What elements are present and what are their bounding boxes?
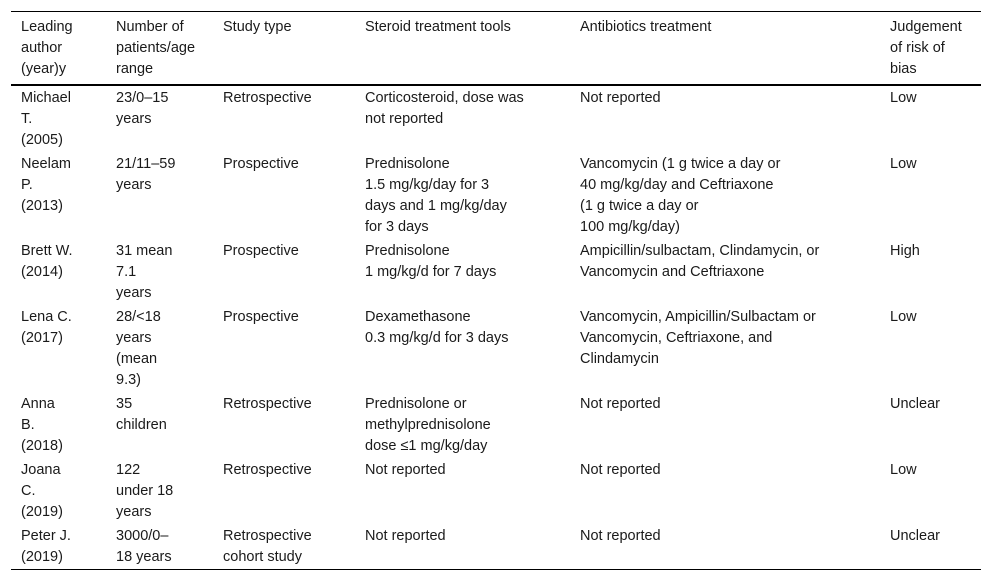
cell-risk: Low	[890, 90, 917, 106]
table-row	[11, 392, 981, 458]
cell-risk: Low	[890, 462, 917, 478]
study-table-container	[11, 11, 981, 570]
table-row	[11, 524, 981, 570]
cell-author: Michael T. (2005)	[21, 90, 71, 148]
cell-patients: 28/<18 years (mean 9.3)	[116, 309, 161, 388]
cell-antibiotics: Vancomycin, Ampicillin/Sulbactam or Vancomycin, Ceftriaxone, and Clindamycin	[580, 309, 816, 367]
cell-steroid: Not reported	[365, 528, 446, 544]
cell-antibiotics: Ampicillin/sulbactam, Clindamycin, or Vancomycin and Ceftriaxone	[580, 243, 820, 280]
table-row	[11, 458, 981, 524]
cell-patients: 21/11–59 years	[116, 156, 176, 193]
cell-author: Anna B. (2018)	[21, 396, 63, 454]
table-row	[11, 305, 981, 392]
cell-risk: Unclear	[890, 528, 940, 544]
study-characteristics-table	[11, 11, 981, 570]
header-risk-of-bias: Judgement of risk of bias	[890, 19, 962, 77]
header-steroid-treatment: Steroid treatment tools	[365, 19, 511, 35]
cell-study-type: Retrospective	[223, 396, 312, 412]
cell-steroid: Dexamethasone 0.3 mg/kg/d for 3 days	[365, 309, 509, 346]
cell-risk: Low	[890, 156, 917, 172]
header-antibiotics-treatment: Antibiotics treatment	[580, 19, 712, 35]
cell-steroid: Not reported	[365, 462, 446, 478]
cell-risk: Low	[890, 309, 917, 325]
cell-patients: 35 children	[116, 396, 167, 433]
cell-antibiotics: Vancomycin (1 g twice a day or 40 mg/kg/day and Ceftriaxone (1 g twice a day or 100 mg/kg/day)	[580, 156, 781, 235]
cell-risk: Unclear	[890, 396, 940, 412]
table-row	[11, 85, 981, 152]
table-row	[11, 239, 981, 305]
cell-author: Joana C. (2019)	[21, 462, 63, 520]
cell-patients: 23/0–15 years	[116, 90, 169, 127]
cell-study-type: Prospective	[223, 156, 299, 172]
cell-risk: High	[890, 243, 920, 259]
cell-patients: 122 under 18 years	[116, 462, 174, 520]
cell-author: Peter J. (2019)	[21, 528, 71, 565]
cell-study-type: Retrospective cohort study	[223, 528, 312, 565]
cell-author: Brett W. (2014)	[21, 243, 73, 280]
cell-antibiotics: Not reported	[580, 528, 661, 544]
cell-antibiotics: Not reported	[580, 462, 661, 478]
cell-steroid: Prednisolone 1 mg/kg/d for 7 days	[365, 243, 497, 280]
header-study-type: Study type	[223, 19, 292, 35]
header-patients-age: Number of patients/age range	[116, 19, 196, 77]
cell-steroid: Prednisolone or methylprednisolone dose ≤1 mg/kg/day	[365, 396, 491, 454]
cell-study-type: Retrospective	[223, 462, 312, 478]
table-row	[11, 152, 981, 239]
cell-patients: 31 mean 7.1 years	[116, 243, 173, 301]
cell-author: Lena C. (2017)	[21, 309, 72, 346]
cell-study-type: Prospective	[223, 309, 299, 325]
cell-study-type: Prospective	[223, 243, 299, 259]
cell-antibiotics: Not reported	[580, 396, 661, 412]
cell-study-type: Retrospective	[223, 90, 312, 106]
cell-patients: 3000/0– 18 years	[116, 528, 172, 565]
table-header-row	[11, 12, 981, 86]
cell-steroid: Corticosteroid, dose was not reported	[365, 90, 524, 127]
cell-antibiotics: Not reported	[580, 90, 661, 106]
cell-steroid: Prednisolone 1.5 mg/kg/day for 3 days and 1 mg/kg/day for 3 days	[365, 156, 507, 235]
cell-author: Neelam P. (2013)	[21, 156, 71, 214]
header-leading-author: Leading author (year)y	[21, 19, 73, 77]
